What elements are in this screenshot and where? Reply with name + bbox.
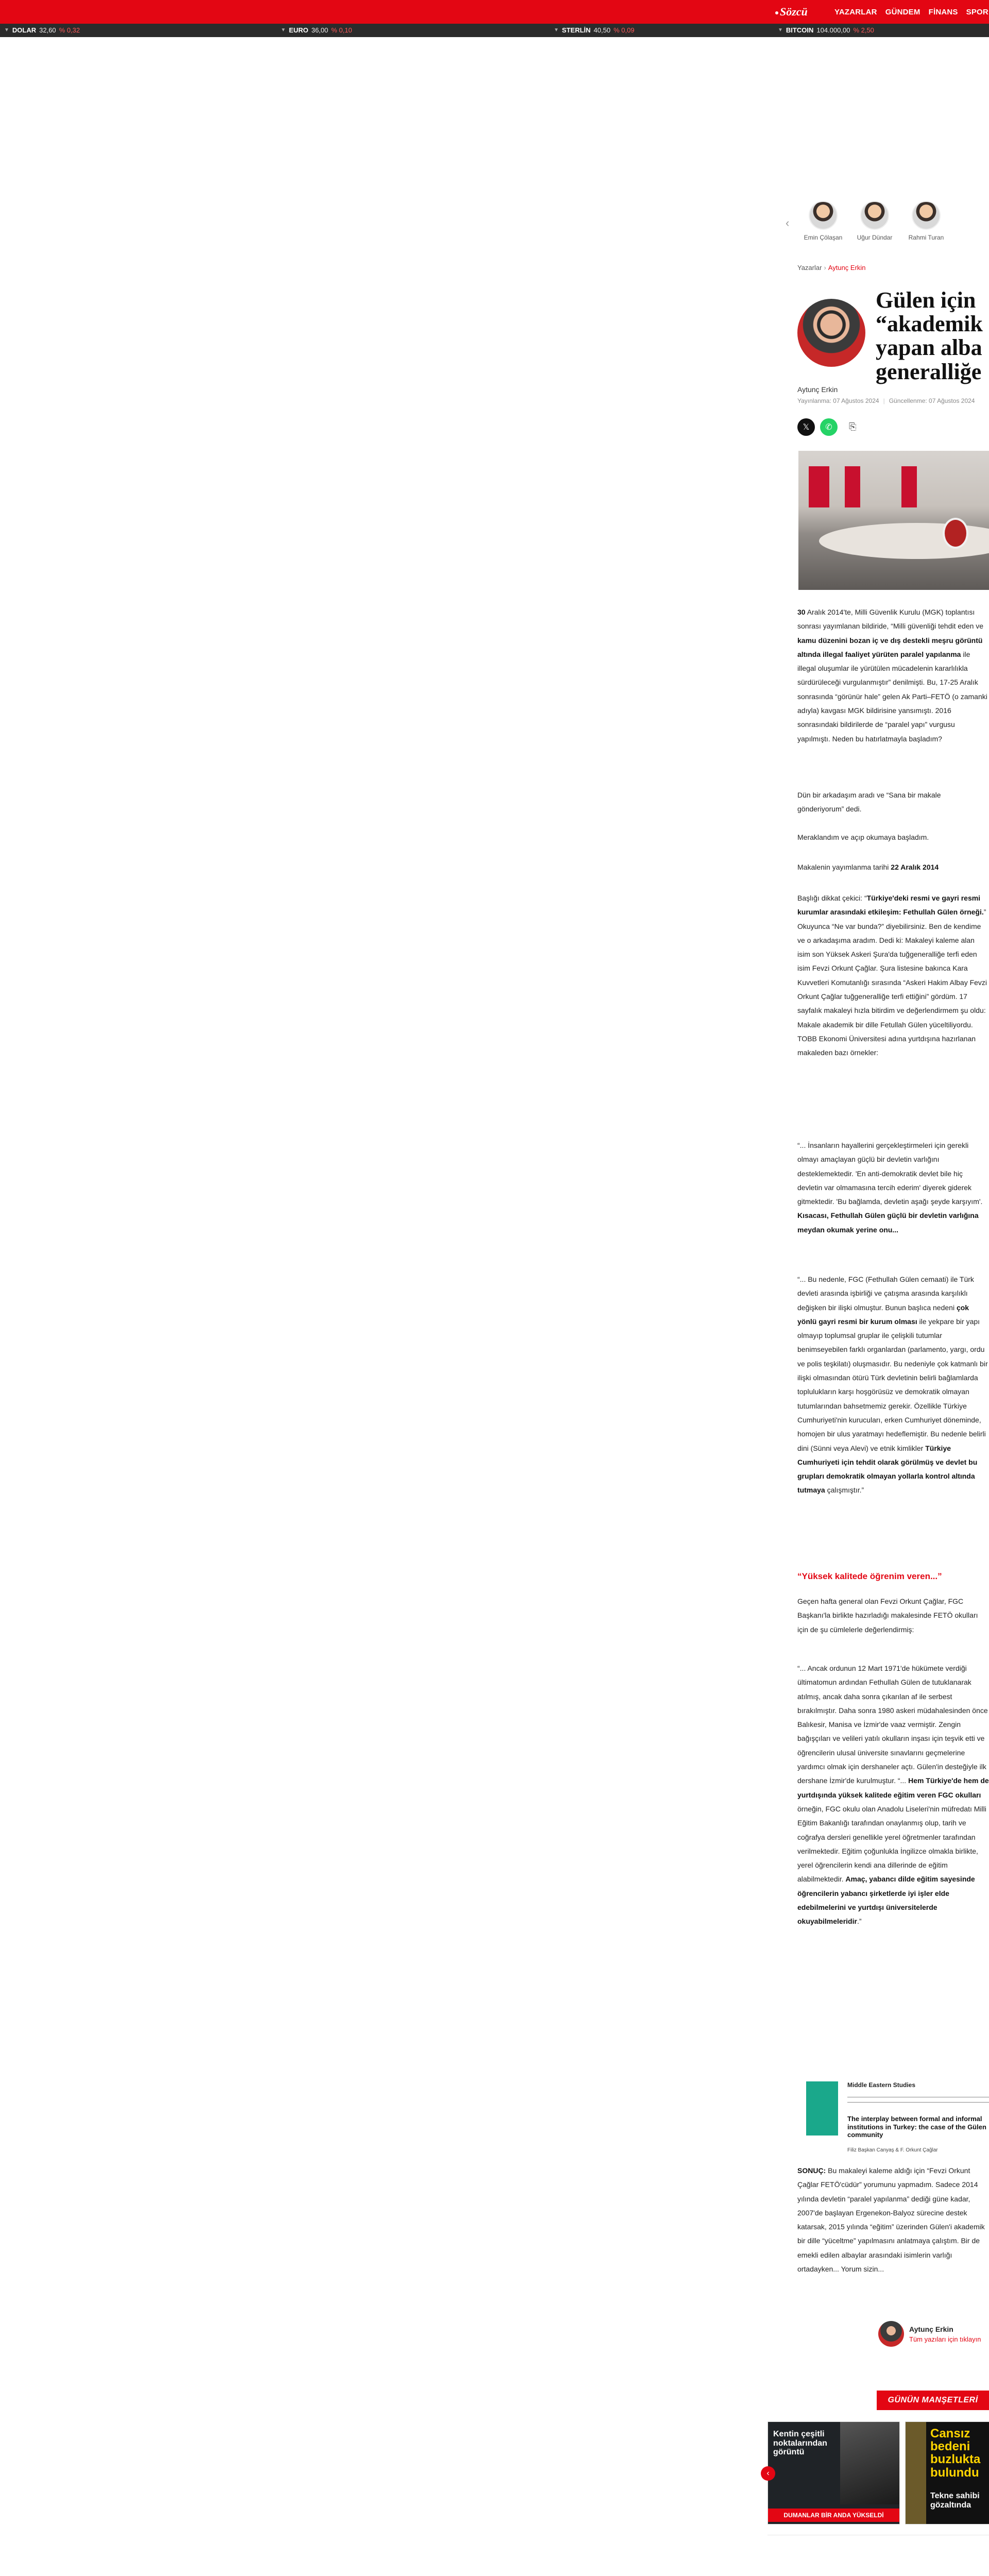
down-arrow-icon: ▼ [281,27,286,33]
site-logo[interactable] [775,5,808,19]
carousel-author[interactable]: Rahmi Turan [906,201,947,241]
para-text: ile illegal oluşumlar ile yürütülen mücadelenin kararlılıkla sürdürüleceği vurgulanmıştır” denilmişti. Bu, 17-25 Aralık sonrasında “görünür hale” gelen Ak Parti–FETÖ (o zamanki adıyla) kavgası MGK bildirisine yansımıştı. 2016 sonrasındaki bildirilerde de “paralel yapı” vurgusu yapılmıştı. Neden bu hatırlatmayla başladım? [797,650,987,743]
ticker-bitcoin[interactable]: ▼ BITCOIN 104.000,00 % 2,50 [778,26,874,34]
nav-gundem[interactable]: GÜNDEM [885,7,920,16]
para-text: “... İnsanların hayallerini gerçekleştirmeleri için gerekli olmayı amaçlayan güçlü bir devletin varlığını desteklemektedir. 'En anti-demokratik devlet bile hiç devletin var olmamasına tercih ederim' diyerek giderek gitmektedir. 'Bu bağlamda, devletin aşağı şeyde karşıyım'. [797,1141,983,1206]
flag-shape [809,466,829,507]
ticker-dolar[interactable]: ▼ DOLAR 32,60 % 0,32 [4,26,80,34]
headline-line: Gülen için [876,287,976,313]
divider [847,2102,989,2103]
para-bold: SONUÇ: [797,2166,826,2175]
para-text: .” [857,1917,862,1926]
down-arrow-icon: ▼ [778,27,783,33]
chevron-left-icon[interactable]: ‹ [761,2466,775,2481]
currency-ticker [0,24,989,37]
article-quote [797,1139,989,1237]
all-articles-link[interactable]: Tüm yazıları için tıklayın [909,2335,981,2343]
article-headline [876,289,983,384]
nav-yazarlar[interactable]: YAZARLAR [834,7,877,16]
journal-article-authors: Filiz Başkan Canyaş & F. Orkunt Çağlar [847,2147,938,2153]
para-bold: çok yönlü gayri resmi bir kurum olması [797,1303,969,1326]
top-header [0,0,989,24]
share-x-icon[interactable]: 𝕏 [797,418,815,436]
nav-spor[interactable]: SPOR [966,7,988,16]
share-whatsapp-icon[interactable]: ✆ [820,418,838,436]
para-text: çalışmıştır.” [825,1486,864,1495]
journal-article-image [806,2081,989,2159]
para-text: Makalenin yayımlanma tarihi [797,863,891,871]
headline-line: generalliğe [876,359,982,384]
date-separator: | [883,397,885,404]
section-title: GÜNÜN MANŞETLERİ [877,2391,989,2410]
para-bold: Türkiye Cumhuriyeti için tehdit olarak görülmüş ve devlet bu grupları demokratik olmayan yollarla kontrol altında tutmaya [797,1444,978,1495]
chevron-left-icon[interactable]: ‹ [786,216,790,229]
carousel-author[interactable]: Uğur Dündar [854,201,895,241]
article-paragraph [797,831,989,844]
flag-shape [845,466,860,507]
headline-line: yapan alba [876,335,982,361]
para-text: Meraklandım ve açıp okumaya başladım. [797,833,929,841]
published-date: Yayınlanma: 07 Ağustos 2024 [797,397,879,404]
main-nav [834,0,988,24]
breadcrumb-current[interactable]: Aytunç Erkin [828,264,866,272]
article-conclusion [797,2164,989,2276]
paper-photo [906,2422,926,2524]
author-box-name: Aytunç Erkin [909,2325,953,2333]
headline-line: “akademik [876,311,983,337]
article-paragraph [797,891,989,1060]
para-bold: kamu düzenini bozan iç ve dış destekli meşru görüntü altında illegal faaliyet yürüten paralel yapılanma [797,636,983,658]
para-text: “... Bu nedenle, FGC (Fethullah Gülen cemaati) ile Türk devleti arasında işbirliği ve çatışma arasında karşılıklı değişken bir ilişki olmuştur. Bunun başlıca nedeni [797,1275,974,1312]
paper-headline: Cansız bedeni buzlukta bulundu [930,2427,981,2480]
bookmark-icon[interactable]: ⎘ [849,421,857,432]
paper-band: DUMANLAR BİR ANDA YÜKSELDİ [768,2509,899,2522]
emblem-shape [943,518,968,549]
avatar [809,201,838,230]
breadcrumb [797,264,866,272]
para-text: örneğin, FGC okulu olan Anadolu Liseleri'nin müfredatı Milli Eğitim Bakanlığı tarafından onaylanmış olup, tarih ve coğrafya dersleri genellikle yerel öğretmenler tarafından verilmektedir. Eğitim çoğunlukla İngilizce olmakla birlikte, yerel öğrencilerin kendi ana dillerinde de eğitim alabilmektedir. [797,1804,986,1884]
para-text: Başlığı dikkat çekici: “ [797,894,867,902]
article-paragraph [797,860,989,874]
avatar [912,201,941,230]
para-bold: Kısacası, Fethullah Gülen güçlü bir devletin varlığına meydan okumak yerine onu... [797,1211,979,1234]
newspaper-front-1[interactable] [768,2421,900,2524]
down-arrow-icon: ▼ [554,27,559,33]
article-subheading: “Yüksek kalitede öğrenim veren...” [797,1571,942,1581]
breadcrumb-separator: › [824,264,826,272]
paper-headline: Kentin çeşitli noktalarından görüntü [773,2430,827,2457]
para-bold: Amaç, yabancı dilde eğitim sayesinde öğrencilerin yabancı şirketlerde iyi işler elde edebilmelerini ve yurtdışı üniversitelerde okuyabilmeleridir [797,1875,975,1926]
para-bold: Türkiye'deki resmi ve gayri resmi kurumlar arasındaki etkileşim: Fethullah Gülen örneği. [797,894,984,917]
para-bold: 30 [797,608,806,616]
article-quote [797,1662,989,1929]
updated-date: Güncellenme: 07 Ağustos 2024 [889,397,975,404]
nav-finans[interactable]: FİNANS [928,7,958,16]
journal-name: Middle Eastern Studies [847,2081,916,2089]
down-arrow-icon: ▼ [4,27,9,33]
byline-dates [797,397,975,404]
para-text: ile yekpare bir yapı olmayıp toplumsal gruplar ile çelişkili tutumlar benimseyebilen farklı organlardan (parlamento, yargı, ordu ve polis teşkilatı) oluşmasıdır. Bu nedeniyle çok katmanlı bir ilişki olmasından ötürü Türk devletinin belirli bağlamlarda toplulukların karşı hoşgörüsüz ve demokratik olmayan tutumlarından bahsetmemiz gerekir. Özellikle Türkiye Cumhuriyeti'nin kurucuları, erken Cumhuriyet döneminde, homojen bir ulus yaratmayı hedeflemiştir. Bu nedenle belirli dini (Sünni veya Alevi) ve etnik kimlikler [797,1317,988,1452]
logo-text: Sözcü [780,5,808,18]
newspaper-front-2[interactable] [905,2421,989,2524]
article-hero-image [798,451,989,590]
author-carousel [783,201,989,252]
article-paragraph [797,1595,989,1637]
ticker-sterlin[interactable]: ▼ STERLİN 40,50 % 0,09 [554,26,635,34]
article-quote [797,1273,989,1498]
author-box[interactable] [878,2321,989,2352]
para-text: Aralık 2014'te, Milli Güvenlik Kurulu (MGK) toplantısı sonrası yayımlanan bildiride, “Milli güvenliği tehdit eden ve [797,608,984,631]
para-text: Bu makaleyi kaleme aldığı için “Fevzi Orkunt Çağlar FETÖ'cüdür” yorumunu yapmadım. Sadece 2014 yılında devletin “paralel yapılanma” dediği güne kadar, 2007'de başlayan Ergenekon-Balyoz sürecine destek katarsak, 2015 yılında “eğitim” üzerinden Gülen'i akademik bir dille “yüceltme” yapılmasını anlatmaya çalıştım. Bir de emekli edilen albaylar arasındaki isimlerin varlığı ortadayken... Yorum sizin... [797,2166,985,2274]
para-text: ” Okuyunca “Ne var bunda?” diyebilirsiniz. Ben de kendime ve o arkadaşıma aradım. Dedi ki: Makaleyi kaleme alan isim son Yüksek Askeri Şura'da tuğgeneralliğe terfi eden isim Fevzi Orkunt Çağlar. Şura listesine bakınca Kara Kuvvetleri Komutanlığı sırasında “Askeri Hakim Albay Fevzi Orkunt Çağlar tuğgeneralliğe terfi ettiğini” gördüm. 17 sayfalık makaleyi hızla bitirdim ve değerlendirmem şu oldu: Makale akademik bir dille Fetullah Gülen yüceltiliyordu. TOBB Ekonomi Üniversitesi adına yurtdışına hazırlanan makaleden bazı örnekler: [797,908,987,1057]
journal-article-title: The interplay between formal and informal institutions in Turkey: the case of the Gülen community [847,2115,986,2139]
article-paragraph [797,605,989,746]
para-text: “... Ancak ordunun 12 Mart 1971'de hükümete verdiği ültimatomun ardından Fethullah Gülen de tutuklanarak atılmış, ancak daha sonra çıkarılan af ile serbest bırakılmıştır. Daha sonra 1980 askeri müdahalesinden önce Balıkesir, Manisa ve İzmir'de vaaz vermiştir. Zengin bağışçıları ve velileri yatılı okulların inşası için teşvik etti ve öğrencilerin ulusal üniversite sınavlarını geçmelerine yardımcı olmak için dershaneler açtı. Gülen'in desteğiyle ilk dershane İzmir'de kurulmuştur. “... [797,1664,988,1785]
avatar [860,201,889,230]
byline-author[interactable]: Aytunç Erkin [797,385,838,394]
para-text: Geçen hafta general olan Fevzi Orkunt Çağlar, FGC Başkanı'la birlikte hazırladığı makalesinde FETÖ okulları için de şu cümlelerle değerlendirmiş: [797,1597,978,1634]
para-bold: 22 Aralık 2014 [891,863,939,871]
ticker-euro[interactable]: ▼ EURO 36,00 % 0,10 [281,26,352,34]
para-text: Dün bir arkadaşım aradı ve “Sana bir makale gönderiyorum” dedi. [797,791,941,814]
paper-photo [840,2422,900,2504]
avatar [878,2321,904,2347]
article-paragraph [797,788,989,817]
breadcrumb-home[interactable]: Yazarlar [797,264,822,272]
journal-cover [806,2081,838,2136]
logo-dot-icon [775,11,778,14]
flag-shape [901,466,917,507]
author-photo [797,299,865,367]
para-bold: Hem Türkiye'de hem de yurtdışında yüksek kalitede eğitim veren FGC okulları [797,1776,989,1799]
carousel-author[interactable]: Emin Çölaşan [803,201,844,241]
paper-subheadline: Tekne sahibi gözaltında [930,2492,980,2510]
